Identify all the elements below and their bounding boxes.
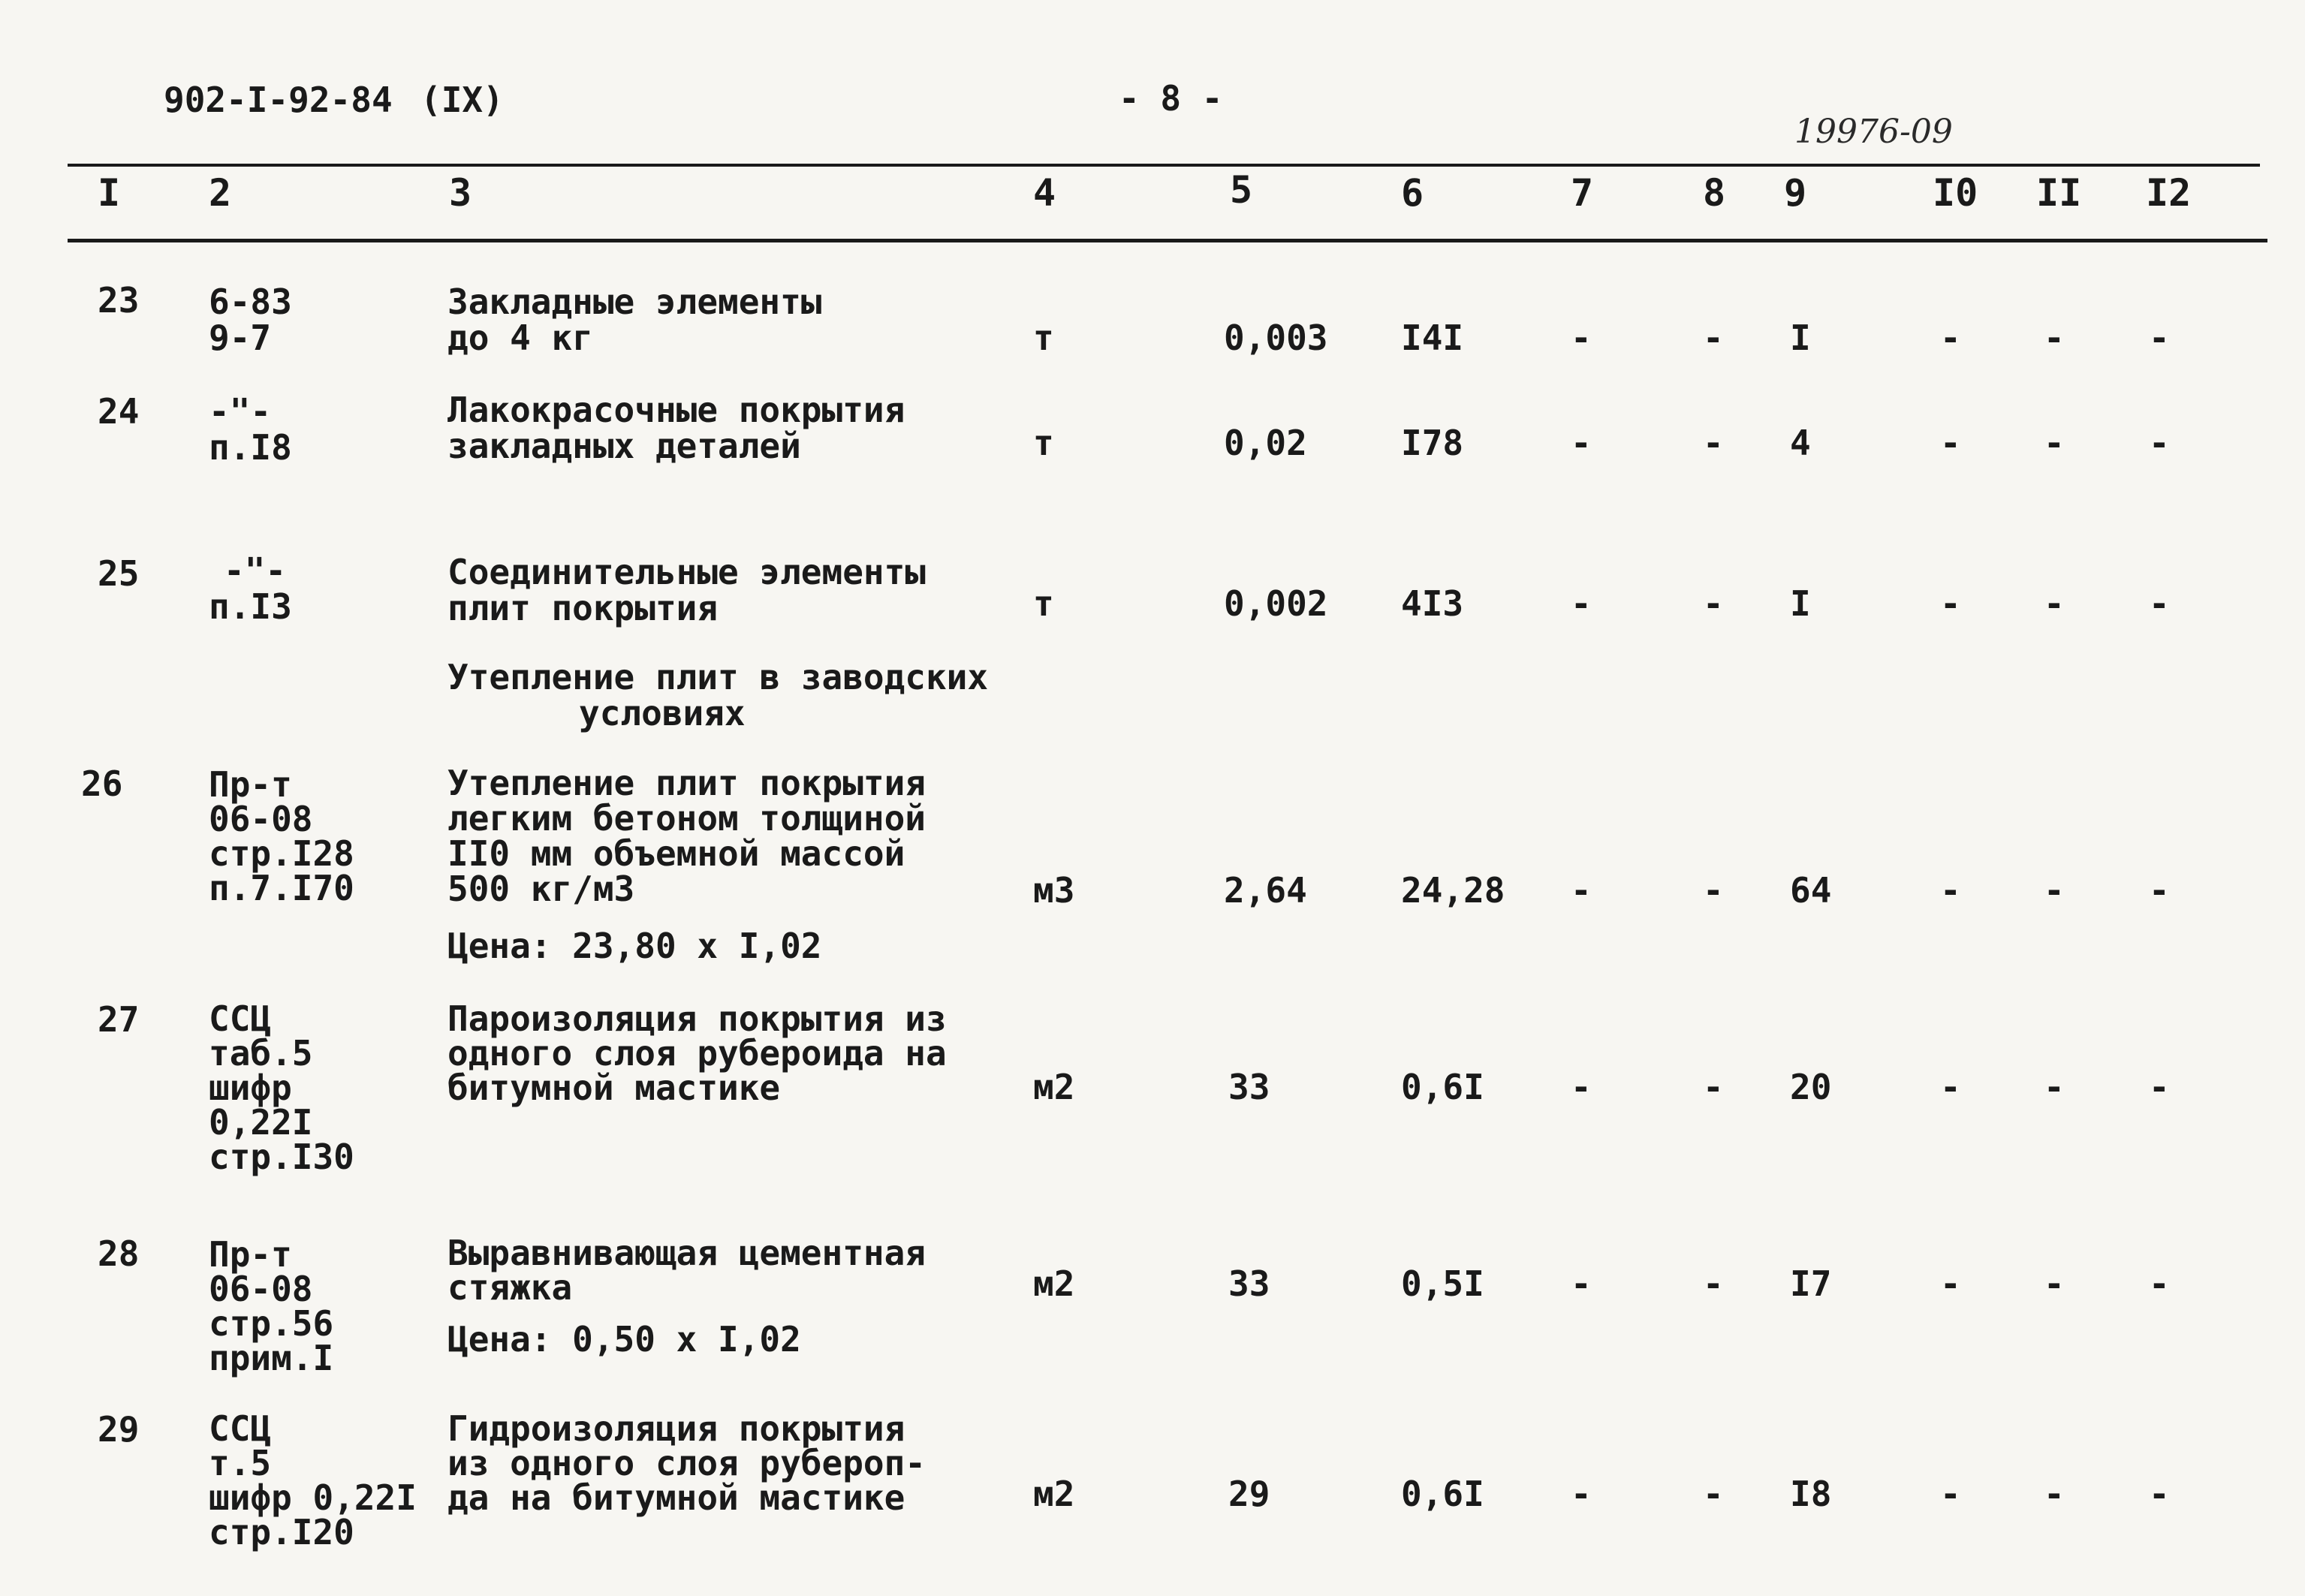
row-price: 24,28 [1401, 870, 1505, 911]
row-col8: - [1703, 1263, 1724, 1304]
row-price: 0,5I [1401, 1263, 1484, 1304]
row-col12: - [2149, 583, 2170, 624]
row-col8: - [1703, 423, 1724, 463]
col-header-3: 3 [449, 171, 472, 215]
row-col10: - [1940, 423, 1961, 463]
row-description: Гидроизоляция покрытия из одного слоя рубероп- да на битумной мастике [447, 1408, 926, 1518]
row-price: 0,6I [1401, 1067, 1484, 1107]
row-col10: - [1940, 1067, 1961, 1107]
row-quantity: 2,64 [1224, 870, 1307, 911]
row-quantity: 0,002 [1224, 583, 1328, 624]
row-col7: - [1571, 1474, 1592, 1514]
row-quantity: 0,003 [1224, 318, 1328, 358]
col-header-6: 6 [1401, 171, 1424, 215]
row-col8: - [1703, 318, 1724, 358]
row-price: I4I [1401, 318, 1464, 358]
row-number: 24 [98, 391, 140, 432]
row-col10: - [1940, 318, 1961, 358]
row-col7: - [1571, 870, 1592, 911]
row-col12: - [2149, 1067, 2170, 1107]
row-description: Лакокрасочные покрытия закладных деталей [447, 390, 905, 466]
row-col7: - [1571, 318, 1592, 358]
doc-section: (IX) [420, 80, 504, 120]
row-price: 4I3 [1401, 583, 1464, 624]
row-col9: 4 [1790, 423, 1811, 463]
row-number: 29 [98, 1409, 140, 1450]
row-col12: - [2149, 1474, 2170, 1514]
row-col9: I7 [1790, 1263, 1832, 1304]
col-header-2: 2 [209, 171, 232, 215]
col-header-1: I [98, 171, 121, 215]
row-code: 6-83 9-7 [209, 282, 292, 358]
row-col10: - [1940, 870, 1961, 911]
row-col10: - [1940, 583, 1961, 624]
row-unit: м2 [1033, 1474, 1075, 1514]
row-unit: м2 [1033, 1067, 1075, 1107]
row-col10: - [1940, 1474, 1961, 1514]
row-col9: 64 [1790, 870, 1832, 911]
row-quantity: 33 [1228, 1263, 1270, 1304]
row-code: Пр-т 06-08 стр.56 прим.I [209, 1234, 334, 1378]
row-col9: I8 [1790, 1474, 1832, 1514]
row-code: ССЦ таб.5 шифр 0,22I стр.I30 [209, 998, 354, 1177]
row-price-note: Цена: 23,80 х I,02 [447, 926, 822, 966]
row-col10: - [1940, 1263, 1961, 1304]
row-code: Пр-т 06-08 стр.I28 п.7.I70 [209, 764, 354, 908]
row-col8: - [1703, 1474, 1724, 1514]
row-description: Соединительные элементы плит покрытия [447, 552, 926, 628]
row-col11: - [2044, 870, 2065, 911]
row-col11: - [2044, 1067, 2065, 1107]
row-col9: I [1790, 318, 1811, 358]
row-col7: - [1571, 1263, 1592, 1304]
col-header-10: I0 [1933, 171, 1978, 215]
row-description: Утепление плит покрытия легким бетоном толщиной II0 мм объемной массой 500 кг/м3 [447, 763, 926, 909]
col-header-11: II [2036, 171, 2082, 215]
row-col11: - [2044, 318, 2065, 358]
row-description: Пароизоляция покрытия из одного слоя рубероида на битумной мастике [447, 998, 947, 1108]
row-col7: - [1571, 1067, 1592, 1107]
row-col11: - [2044, 1263, 2065, 1304]
row-col12: - [2149, 870, 2170, 911]
col-header-12: I2 [2146, 171, 2192, 215]
row-col11: - [2044, 1474, 2065, 1514]
row-description: Выравнивающая цементная стяжка [447, 1233, 926, 1308]
row-number: 26 [81, 763, 123, 804]
row-col8: - [1703, 583, 1724, 624]
col-header-5: 5 [1230, 168, 1253, 212]
page-number: - 8 - [1119, 78, 1223, 119]
row-quantity: 33 [1228, 1067, 1270, 1107]
row-number: 28 [98, 1233, 140, 1274]
row-code: -"- п.I3 [209, 550, 292, 627]
doc-code: 902-I-92-84 [164, 80, 393, 120]
row-unit: т [1033, 583, 1054, 624]
row-col8: - [1703, 870, 1724, 911]
row-col7: - [1571, 583, 1592, 624]
header-top-rule [68, 164, 2260, 167]
row-col9: 20 [1790, 1067, 1832, 1107]
row-col12: - [2149, 423, 2170, 463]
col-header-9: 9 [1784, 171, 1807, 215]
row-unit: м3 [1033, 870, 1075, 911]
section-heading: Утепление плит в заводских условиях [447, 657, 989, 733]
row-col9: I [1790, 583, 1811, 624]
row-unit: т [1033, 423, 1054, 463]
row-price: 0,6I [1401, 1474, 1484, 1514]
archive-number: 19976-09 [1794, 113, 1953, 151]
row-number: 27 [98, 999, 140, 1040]
col-header-7: 7 [1571, 171, 1594, 215]
row-code: -"- п.I8 [209, 391, 292, 468]
header-bottom-rule [68, 239, 2267, 242]
row-number: 25 [98, 553, 140, 594]
row-price: I78 [1401, 423, 1464, 463]
row-col11: - [2044, 583, 2065, 624]
row-col12: - [2149, 318, 2170, 358]
row-unit: т [1033, 318, 1054, 358]
row-code: ССЦ т.5 шифр 0,22I стр.I20 [209, 1408, 417, 1552]
row-quantity: 0,02 [1224, 423, 1307, 463]
row-price-note: Цена: 0,50 х I,02 [447, 1319, 801, 1360]
row-number: 23 [98, 280, 140, 321]
row-description: Закладные элементы до 4 кг [447, 282, 822, 358]
row-col7: - [1571, 423, 1592, 463]
col-header-4: 4 [1033, 171, 1056, 215]
row-col12: - [2149, 1263, 2170, 1304]
row-unit: м2 [1033, 1263, 1075, 1304]
col-header-8: 8 [1703, 171, 1726, 215]
row-quantity: 29 [1228, 1474, 1270, 1514]
row-col8: - [1703, 1067, 1724, 1107]
row-col11: - [2044, 423, 2065, 463]
